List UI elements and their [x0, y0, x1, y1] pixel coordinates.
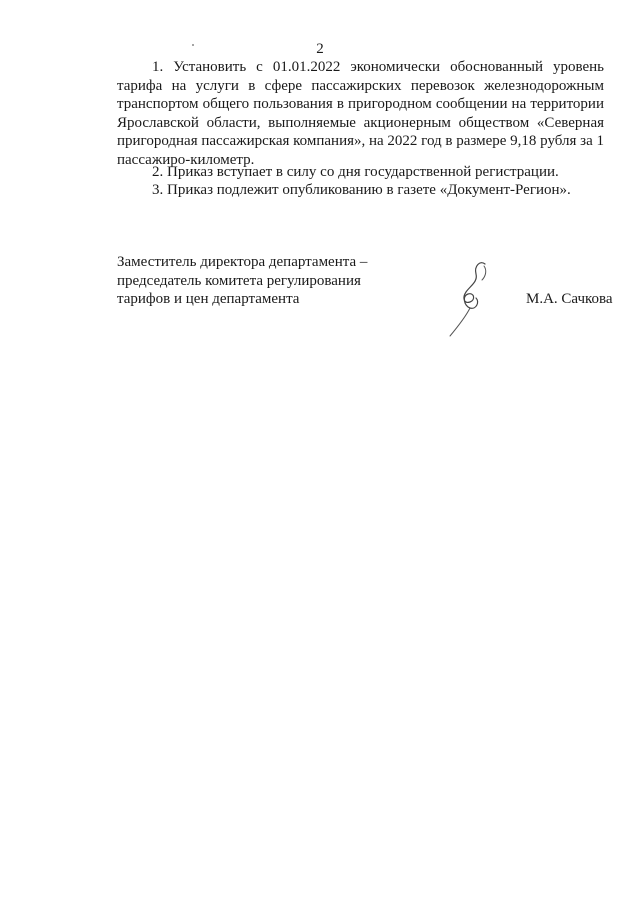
order-clause-1: 1. Установить с 01.01.2022 экономически обоснованный уровень тарифа на услуги в сфере пассажирских перевозок железнодорожным транспортом общего пользования в пригородном сообщении на территории Ярославской области, выполняемые акционерным обществом «Северная пригородная пассажирская компания», на 2022 год в размере 9,18 рубля за 1 пассажиро-километр.	[117, 59, 605, 168]
handwritten-signature	[440, 258, 510, 340]
signatory-position-line: Заместитель директора департамента –	[117, 254, 368, 270]
signatory-position-line: тарифов и цен департамента	[117, 291, 300, 308]
signatory-position	[117, 253, 377, 309]
order-clause-2: 2. Приказ вступает в силу со дня государственной регистрации.	[152, 164, 559, 180]
order-clause-3: 3. Приказ подлежит опубликованию в газете «Документ-Регион».	[152, 182, 571, 198]
signatory-position-line: председатель комитета регулирования	[117, 272, 361, 289]
page-number: 2	[316, 41, 324, 57]
signatory-name: М.А. Сачкова	[526, 291, 613, 307]
